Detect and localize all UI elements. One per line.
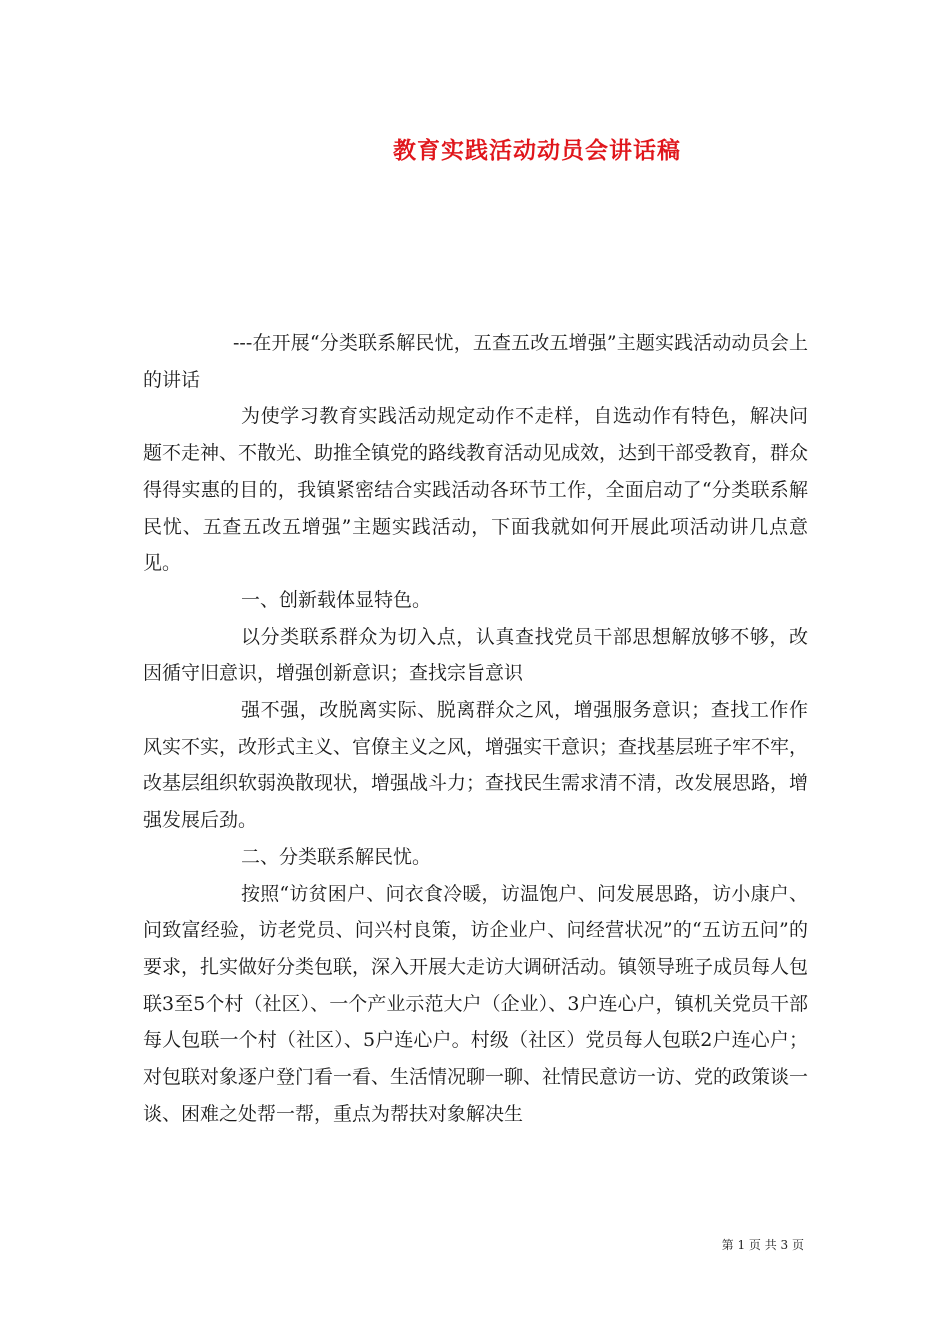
body-paragraph: 按照“访贫困户、问衣食冷暖，访温饱户、问发展思路，访小康户、问致富经验，访老党员、问兴村良策，访企业户、问经营状况”的“五访五问”的要求，扎实做好分类包联，深入开展大走访大调研活动。镇领导班子成员每人包联3至5个村（社区）、一个产业示范大户（企业）、3户连心户，镇机关党员干部每人包联一个村（社区）、5户连心户。村级（社区）党员每人包联2户连心户；对包联对象逐户登门看一看、生活情况聊一聊、社情民意访一访、党的政策谈一谈、困难之处帮一帮，重点为帮扶对象解决生 <box>143 882 809 1125</box>
body-paragraph: 为使学习教育实践活动规定动作不走样，自选动作有特色，解决问题不走神、不散光、助推全镇党的路线教育活动见成效，达到干部受教育，群众得得实惠的目的，我镇紧密结合实践活动各环节工作，全面启动了“分类联系解民忧、五查五改五增强”主题实践活动，下面我就如何开展此项活动讲几点意见。 <box>143 405 809 575</box>
section-heading: 二、分类联系解民忧。 <box>241 845 432 868</box>
body-paragraph: 强不强，改脱离实际、脱离群众之风，增强服务意识；查找工作作风实不实，改形式主义、官僚主义之风，增强实干意识；查找基层班子牢不牢，改基层组织软弱涣散现状，增强战斗力；查找民生需求清不清，改发展思路，增强发展后劲。 <box>143 699 809 832</box>
document-title: 教育实践活动动员会讲话稿 <box>393 137 681 164</box>
page-number: 第 1 页 共 3 页 <box>721 1238 804 1252</box>
body-paragraph: 以分类联系群众为切入点，认真查找党员干部思想解放够不够，改因循守旧意识，增强创新意识；查找宗旨意识 <box>143 625 808 685</box>
document-body <box>143 325 808 1132</box>
section-heading: 一、创新载体显特色。 <box>241 588 432 611</box>
subtitle-paragraph: ---在开展“分类联系解民忧，五查五改五增强”主题实践活动动员会上的讲话 <box>143 332 808 391</box>
